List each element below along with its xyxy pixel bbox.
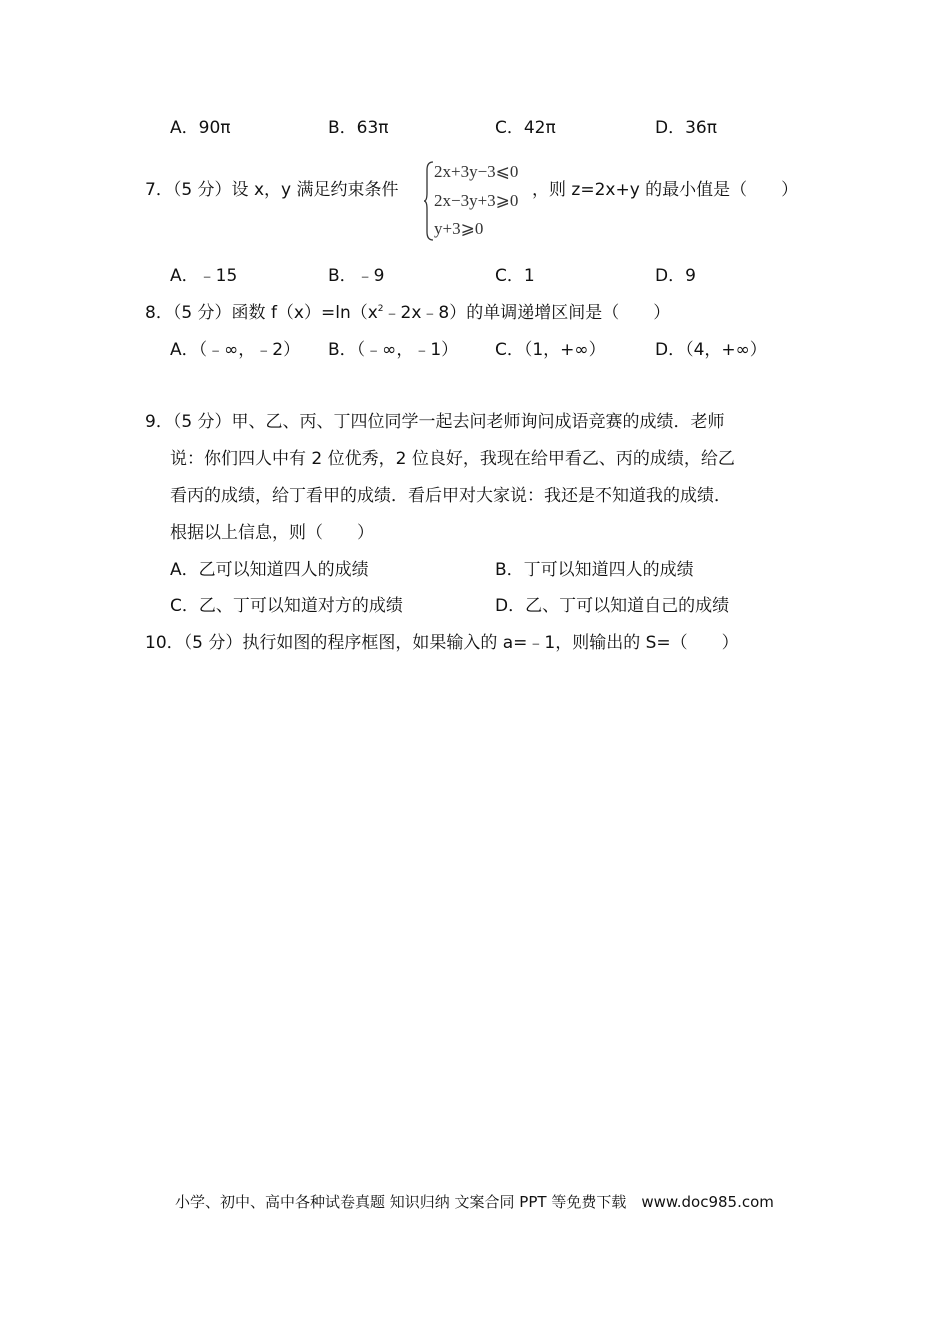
q8-option-b: B．（﹣∞，﹣1） (328, 340, 459, 360)
q8-stem-b: ﹣2x﹣8）的单调递增区间是（ ） (383, 303, 671, 323)
q7-option-a: A．﹣15 (170, 266, 238, 286)
q6-option-c: C．42π (495, 118, 556, 138)
q7-option-d: D．9 (655, 266, 696, 286)
q9-line-3: 看丙的成绩，给丁看甲的成绩．看后甲对大家说：我还是不知道我的成绩． (170, 486, 731, 506)
footer-text: 小学、初中、高中各种试卷真题 知识归纳 文案合同 PPT 等免费下载 www.doc985.com (175, 1193, 774, 1211)
q6-option-b: B．63π (328, 118, 389, 138)
q10-stem: 10．（5 分）执行如图的程序框图，如果输入的 a=﹣1，则输出的 S=（ ） (145, 633, 739, 653)
constraint-system (424, 160, 544, 242)
q9-line-1: 9．（5 分）甲、乙、丙、丁四位同学一起去问老师询问成语竞赛的成绩．老师 (145, 412, 725, 432)
q6-option-a: A．90π (170, 118, 231, 138)
q7-option-b: B．﹣9 (328, 266, 385, 286)
q8-option-c: C．（1，+∞） (495, 340, 606, 360)
q9-option-b: B．丁可以知道四人的成绩 (495, 560, 694, 580)
q8-option-a: A．（﹣∞，﹣2） (170, 340, 301, 360)
q9-option-c: C．乙、丁可以知道对方的成绩 (170, 596, 403, 616)
q9-option-d: D．乙、丁可以知道自己的成绩 (495, 596, 730, 616)
q9-line-2: 说：你们四人中有 2 位优秀，2 位良好，我现在给甲看乙、丙的成绩，给乙 (170, 449, 735, 469)
constraint-2: 2x−3y+3⩾0 (434, 191, 519, 210)
q9-option-a: A．乙可以知道四人的成绩 (170, 560, 369, 580)
constraint-3: y+3⩾0 (434, 219, 484, 238)
q8-stem (145, 303, 670, 326)
q8-exponent: 2 (377, 304, 384, 314)
q7-option-c: C．1 (495, 266, 535, 286)
q9-line-4: 根据以上信息，则（ ） (170, 523, 374, 543)
q7-stem-start: 7．（5 分）设 x，y 满足约束条件 (145, 180, 399, 200)
constraint-1: 2x+3y−3⩽0 (434, 162, 519, 181)
brace-icon (424, 160, 434, 242)
q8-stem-a: 8．（5 分）函数 f（x）=ln（x (145, 303, 378, 323)
q6-option-d: D．36π (655, 118, 717, 138)
q8-option-d: D．（4，+∞） (655, 340, 767, 360)
q7-stem-end: ，则 z=2x+y 的最小值是（ ） (532, 180, 799, 200)
